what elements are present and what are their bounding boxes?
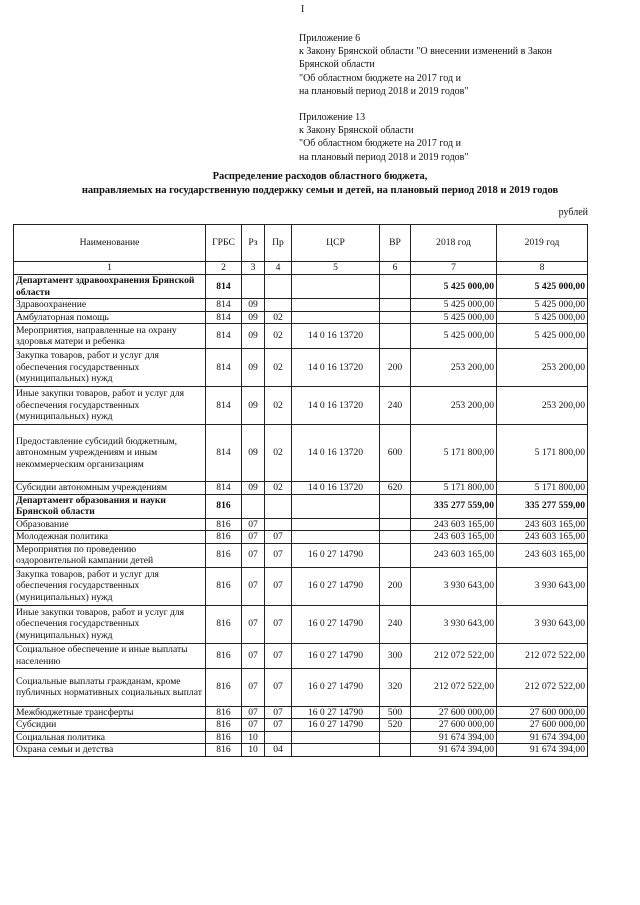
title-line: направляемых на государственную поддержку семьи и детей, на плановый период 2018 и 2019 годов [81,185,559,196]
row-pr: 02 [265,311,292,324]
row-rz: 07 [242,706,265,719]
row-2019: 3 930 643,00 [497,567,588,605]
row-grbs: 816 [206,668,242,706]
row-rz: 09 [242,311,265,324]
row-name: Субсидии автономным учреждениям [14,482,206,495]
row-vr: 320 [380,668,411,706]
row-rz: 07 [242,531,265,544]
col-header-rz: Рз [242,225,265,262]
row-2018: 91 674 394,00 [411,731,497,744]
row-rz: 09 [242,425,265,482]
row-name: Образование [14,518,206,531]
row-grbs: 814 [206,349,242,387]
row-name: Предоставление субсидий бюджетным, автономным учреждениям и иным некоммерческим организациям [14,425,206,482]
row-2018: 243 603 165,00 [411,543,497,567]
row-csr [292,299,380,312]
row-vr: 300 [380,643,411,668]
row-csr: 14 0 16 13720 [292,387,380,425]
row-csr: 16 0 27 14790 [292,643,380,668]
row-2019: 335 277 559,00 [497,494,588,518]
row-csr [292,731,380,744]
col-number: 1 [14,262,206,275]
row-grbs: 816 [206,543,242,567]
row-rz: 09 [242,349,265,387]
row-2019: 243 603 165,00 [497,518,588,531]
row-2018: 253 200,00 [411,387,497,425]
row-grbs: 814 [206,482,242,495]
row-2019: 91 674 394,00 [497,731,588,744]
row-pr: 07 [265,719,292,732]
row-vr: 500 [380,706,411,719]
col-number: 8 [497,262,588,275]
row-grbs: 814 [206,275,242,299]
row-name: Социальные выплаты гражданам, кроме публичных нормативных социальных выплат [14,668,206,706]
row-vr [380,518,411,531]
table-row [14,425,588,482]
row-2018: 5 171 800,00 [411,482,497,495]
row-2019: 5 171 800,00 [497,482,588,495]
row-csr: 16 0 27 14790 [292,567,380,605]
row-name: Социальное обеспечение и иные выплаты населению [14,643,206,668]
row-csr [292,518,380,531]
table-row [14,531,588,544]
row-pr: 02 [265,482,292,495]
row-2018: 5 171 800,00 [411,425,497,482]
row-csr: 14 0 16 13720 [292,349,380,387]
row-csr: 16 0 27 14790 [292,543,380,567]
table-row [14,719,588,732]
row-grbs: 814 [206,299,242,312]
appendix-13-line: к Закону Брянской области [299,125,414,137]
row-pr: 04 [265,744,292,757]
row-2018: 5 425 000,00 [411,299,497,312]
col-header-2019: 2019 год [497,225,588,262]
row-pr: 07 [265,605,292,643]
row-name: Закупка товаров, работ и услуг для обеспечения государственных (муниципальных) нужд [14,567,206,605]
row-csr [292,494,380,518]
row-grbs: 816 [206,706,242,719]
row-2018: 243 603 165,00 [411,531,497,544]
row-rz: 09 [242,387,265,425]
row-vr [380,275,411,299]
currency-unit: рублей [558,207,588,218]
row-2018: 253 200,00 [411,349,497,387]
row-rz [242,494,265,518]
row-2018: 212 072 522,00 [411,668,497,706]
row-pr [265,494,292,518]
row-pr: 02 [265,324,292,349]
document-title [0,170,640,198]
col-number: 2 [206,262,242,275]
row-rz: 09 [242,324,265,349]
row-pr: 07 [265,668,292,706]
row-2019: 212 072 522,00 [497,643,588,668]
row-rz: 10 [242,731,265,744]
row-csr: 16 0 27 14790 [292,668,380,706]
row-name: Департамент образования и науки Брянской области [14,494,206,518]
row-grbs: 816 [206,744,242,757]
row-rz [242,275,265,299]
appendix-6-line: Приложение 6 [299,33,361,44]
row-pr: 07 [265,531,292,544]
row-csr [292,275,380,299]
row-name: Иные закупки товаров, работ и услуг для обеспечения государственных (муниципальных) нужд [14,605,206,643]
table-row [14,567,588,605]
row-csr: 14 0 16 13720 [292,482,380,495]
row-grbs: 816 [206,567,242,605]
row-2018: 5 425 000,00 [411,275,497,299]
table-row [14,518,588,531]
row-grbs: 814 [206,311,242,324]
row-2019: 253 200,00 [497,387,588,425]
row-2019: 243 603 165,00 [497,543,588,567]
row-grbs: 814 [206,387,242,425]
appendix-6-line: "Об областном бюджете на 2017 год и [299,72,461,84]
row-pr [265,275,292,299]
col-header-grbs: ГРБС [206,225,242,262]
table-row [14,744,588,757]
row-csr: 16 0 27 14790 [292,605,380,643]
row-2019: 253 200,00 [497,349,588,387]
row-rz: 07 [242,567,265,605]
row-pr: 02 [265,425,292,482]
row-vr [380,494,411,518]
table-row [14,482,588,495]
row-rz: 10 [242,744,265,757]
row-csr [292,531,380,544]
row-csr: 16 0 27 14790 [292,706,380,719]
row-2019: 3 930 643,00 [497,605,588,643]
row-pr [265,299,292,312]
table-row [14,731,588,744]
row-vr [380,324,411,349]
row-name: Охрана семьи и детства [14,744,206,757]
row-grbs: 814 [206,324,242,349]
appendix-13-line: "Об областном бюджете на 2017 год и [299,138,461,150]
row-vr: 620 [380,482,411,495]
row-2019: 5 425 000,00 [497,311,588,324]
row-2018: 3 930 643,00 [411,605,497,643]
row-2019: 5 425 000,00 [497,275,588,299]
row-2018: 3 930 643,00 [411,567,497,605]
row-grbs: 816 [206,531,242,544]
row-2019: 27 600 000,00 [497,706,588,719]
appendix-13-header [299,111,468,164]
row-2018: 335 277 559,00 [411,494,497,518]
page-mark: I [301,4,305,15]
row-vr [380,299,411,312]
row-csr: 14 0 16 13720 [292,425,380,482]
row-name: Мероприятия, направленные на охрану здоровья матери и ребенка [14,324,206,349]
appendix-6-line: на плановый период 2018 и 2019 годов" [299,85,469,97]
appendix-6-header [299,32,552,98]
appendix-6-line: Брянской области [299,59,375,71]
row-2019: 5 425 000,00 [497,324,588,349]
row-vr [380,543,411,567]
row-pr: 07 [265,643,292,668]
budget-table [13,224,588,757]
row-grbs: 816 [206,643,242,668]
row-vr: 240 [380,387,411,425]
row-2018: 243 603 165,00 [411,518,497,531]
row-2019: 5 425 000,00 [497,299,588,312]
col-header-name: Наименование [14,225,206,262]
row-grbs: 816 [206,518,242,531]
row-csr: 14 0 16 13720 [292,324,380,349]
row-vr [380,531,411,544]
row-2018: 5 425 000,00 [411,324,497,349]
column-number-row [14,262,588,275]
table-row [14,643,588,668]
header-row [14,225,588,262]
row-rz: 07 [242,719,265,732]
row-rz: 09 [242,299,265,312]
table-row [14,668,588,706]
row-pr: 07 [265,543,292,567]
col-number: 5 [292,262,380,275]
row-vr: 600 [380,425,411,482]
row-rz: 07 [242,605,265,643]
row-2019: 5 171 800,00 [497,425,588,482]
row-csr [292,744,380,757]
col-header-vr: ВР [380,225,411,262]
table-row [14,275,588,299]
row-name: Департамент здравоохранения Брянской области [14,275,206,299]
row-2019: 91 674 394,00 [497,744,588,757]
row-grbs: 816 [206,494,242,518]
appendix-13-line: Приложение 13 [299,112,366,123]
row-2018: 5 425 000,00 [411,311,497,324]
row-name: Амбулаторная помощь [14,311,206,324]
table-row [14,605,588,643]
appendix-6-line: к Закону Брянской области "О внесении изменений в Закон [299,46,553,58]
row-csr [292,311,380,324]
row-rz: 07 [242,643,265,668]
row-vr: 200 [380,567,411,605]
row-name: Субсидии [14,719,206,732]
row-vr [380,731,411,744]
row-rz: 07 [242,543,265,567]
row-pr [265,518,292,531]
col-number: 7 [411,262,497,275]
row-vr [380,744,411,757]
table-row [14,543,588,567]
table-row [14,324,588,349]
table-row [14,494,588,518]
row-name: Иные закупки товаров, работ и услуг для обеспечения государственных (муниципальных) нужд [14,387,206,425]
row-vr [380,311,411,324]
row-pr: 07 [265,567,292,605]
table-row [14,311,588,324]
row-grbs: 816 [206,719,242,732]
row-grbs: 816 [206,605,242,643]
row-name: Здравоохранение [14,299,206,312]
row-grbs: 816 [206,731,242,744]
row-2018: 27 600 000,00 [411,719,497,732]
row-name: Мероприятия по проведению оздоровительной кампании детей [14,543,206,567]
row-vr: 200 [380,349,411,387]
row-name: Межбюджетные трансферты [14,706,206,719]
col-header-pr: Пр [265,225,292,262]
row-2018: 27 600 000,00 [411,706,497,719]
row-pr: 07 [265,706,292,719]
table-body [14,275,588,757]
col-number: 3 [242,262,265,275]
row-rz: 09 [242,482,265,495]
col-number: 4 [265,262,292,275]
row-rz: 07 [242,668,265,706]
row-name: Закупка товаров, работ и услуг для обеспечения государственных (муниципальных) нужд [14,349,206,387]
table-row [14,387,588,425]
col-header-2018: 2018 год [411,225,497,262]
row-rz: 07 [242,518,265,531]
row-name: Социальная политика [14,731,206,744]
row-2019: 243 603 165,00 [497,531,588,544]
row-2018: 91 674 394,00 [411,744,497,757]
row-vr: 520 [380,719,411,732]
row-pr: 02 [265,349,292,387]
title-line: Распределение расходов областного бюджета, [212,171,428,182]
row-grbs: 814 [206,425,242,482]
row-name: Молодежная политика [14,531,206,544]
row-csr: 16 0 27 14790 [292,719,380,732]
table-row [14,299,588,312]
table-row [14,706,588,719]
row-pr: 02 [265,387,292,425]
col-header-csr: ЦСР [292,225,380,262]
row-vr: 240 [380,605,411,643]
table-row [14,349,588,387]
row-2019: 212 072 522,00 [497,668,588,706]
row-2018: 212 072 522,00 [411,643,497,668]
col-number: 6 [380,262,411,275]
appendix-13-line: на плановый период 2018 и 2019 годов" [299,151,469,163]
row-pr [265,731,292,744]
row-2019: 27 600 000,00 [497,719,588,732]
